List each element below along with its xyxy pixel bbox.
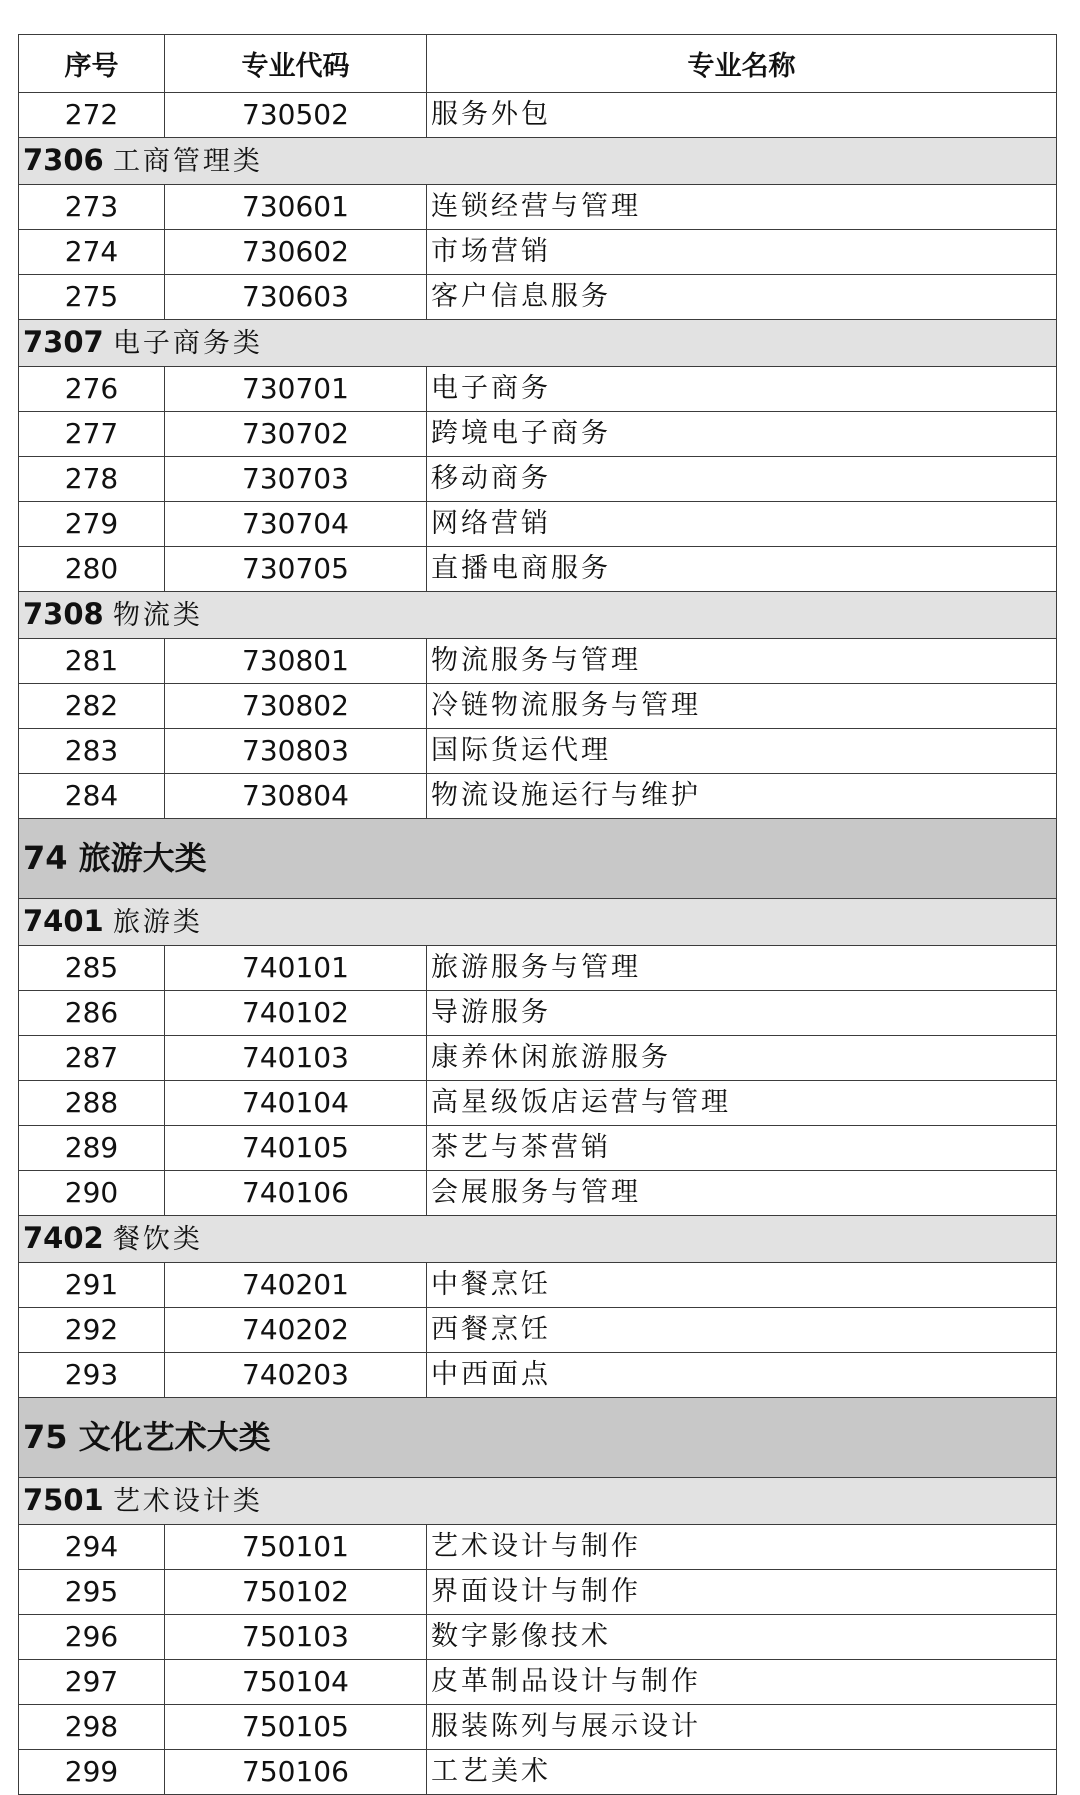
table-row	[19, 1171, 1057, 1216]
table-row	[19, 946, 1057, 991]
category-code: 7307	[23, 325, 104, 359]
major-code-cell: 740106	[165, 1171, 427, 1216]
major-name-cell: 艺术设计与制作	[427, 1525, 1057, 1570]
major-name-cell: 中餐烹饪	[427, 1263, 1057, 1308]
major-category-row	[19, 1398, 1057, 1478]
table-body	[19, 93, 1057, 1795]
header-serial-number: 序号	[19, 35, 165, 93]
table-row	[19, 1126, 1057, 1171]
major-code-cell: 740202	[165, 1308, 427, 1353]
major-name-cell: 服务外包	[427, 93, 1057, 138]
major-code-cell: 730502	[165, 93, 427, 138]
serial-number-cell: 275	[19, 275, 165, 320]
category-separator	[104, 1221, 113, 1255]
serial-number-cell: 280	[19, 547, 165, 592]
serial-number-cell: 294	[19, 1525, 165, 1570]
serial-number-cell: 295	[19, 1570, 165, 1615]
major-catalog-table	[18, 34, 1057, 1795]
major-category-cell: 74 旅游大类	[19, 819, 1057, 899]
table-row	[19, 412, 1057, 457]
major-code-cell: 730703	[165, 457, 427, 502]
serial-number-cell: 278	[19, 457, 165, 502]
table-row	[19, 639, 1057, 684]
serial-number-cell: 288	[19, 1081, 165, 1126]
table-row	[19, 1036, 1057, 1081]
table-row	[19, 93, 1057, 138]
major-code-cell: 740102	[165, 991, 427, 1036]
major-code-cell: 730803	[165, 729, 427, 774]
header-major-name: 专业名称	[427, 35, 1057, 93]
serial-number-cell: 296	[19, 1615, 165, 1660]
table-row	[19, 774, 1057, 819]
major-code-cell: 740101	[165, 946, 427, 991]
serial-number-cell: 274	[19, 230, 165, 275]
major-code-cell: 730704	[165, 502, 427, 547]
major-name-cell: 工艺美术	[427, 1750, 1057, 1795]
major-name-cell: 物流服务与管理	[427, 639, 1057, 684]
major-name-cell: 导游服务	[427, 991, 1057, 1036]
serial-number-cell: 272	[19, 93, 165, 138]
category-name: 物流类	[112, 600, 203, 631]
major-code-cell: 730705	[165, 547, 427, 592]
serial-number-cell: 298	[19, 1705, 165, 1750]
major-name-cell: 电子商务	[427, 367, 1057, 412]
table-row	[19, 729, 1057, 774]
serial-number-cell: 292	[19, 1308, 165, 1353]
serial-number-cell: 276	[19, 367, 165, 412]
serial-number-cell: 273	[19, 185, 165, 230]
table-row	[19, 275, 1057, 320]
major-code-cell: 750103	[165, 1615, 427, 1660]
major-name-cell: 市场营销	[427, 230, 1057, 275]
major-name-cell: 康养休闲旅游服务	[427, 1036, 1057, 1081]
category-cell	[19, 899, 1057, 946]
major-code-cell: 730601	[165, 185, 427, 230]
category-cell	[19, 138, 1057, 185]
table-row	[19, 1750, 1057, 1795]
category-cell	[19, 1478, 1057, 1525]
category-name: 电子商务类	[112, 328, 263, 359]
major-name-cell: 直播电商服务	[427, 547, 1057, 592]
major-code-cell: 750101	[165, 1525, 427, 1570]
major-code-cell: 740104	[165, 1081, 427, 1126]
major-name-cell: 西餐烹饪	[427, 1308, 1057, 1353]
major-name-cell: 物流设施运行与维护	[427, 774, 1057, 819]
serial-number-cell: 286	[19, 991, 165, 1036]
serial-number-cell: 277	[19, 412, 165, 457]
serial-number-cell: 285	[19, 946, 165, 991]
major-name-cell: 中西面点	[427, 1353, 1057, 1398]
category-name: 艺术设计类	[112, 1486, 263, 1517]
major-catalog-table-wrapper	[18, 34, 1056, 1795]
table-row	[19, 1263, 1057, 1308]
category-row	[19, 320, 1057, 367]
table-row	[19, 1353, 1057, 1398]
major-code-cell: 730804	[165, 774, 427, 819]
category-separator	[104, 597, 113, 631]
serial-number-cell: 284	[19, 774, 165, 819]
table-row	[19, 1615, 1057, 1660]
table-row	[19, 1705, 1057, 1750]
category-name: 旅游类	[112, 907, 203, 938]
major-category-cell: 75 文化艺术大类	[19, 1398, 1057, 1478]
major-code-cell: 750104	[165, 1660, 427, 1705]
category-cell	[19, 320, 1057, 367]
category-code: 7501	[23, 1483, 104, 1517]
table-row	[19, 991, 1057, 1036]
serial-number-cell: 282	[19, 684, 165, 729]
major-code-cell: 730602	[165, 230, 427, 275]
major-category-row	[19, 819, 1057, 899]
table-row	[19, 1660, 1057, 1705]
major-code-cell: 740203	[165, 1353, 427, 1398]
major-name-cell: 客户信息服务	[427, 275, 1057, 320]
category-name: 餐饮类	[112, 1224, 203, 1255]
major-name-cell: 连锁经营与管理	[427, 185, 1057, 230]
major-code-cell: 730702	[165, 412, 427, 457]
category-code: 7306	[23, 143, 104, 177]
table-row	[19, 547, 1057, 592]
major-name-cell: 界面设计与制作	[427, 1570, 1057, 1615]
major-name-cell: 旅游服务与管理	[427, 946, 1057, 991]
category-separator	[104, 143, 113, 177]
table-row	[19, 684, 1057, 729]
major-name-cell: 冷链物流服务与管理	[427, 684, 1057, 729]
serial-number-cell: 283	[19, 729, 165, 774]
serial-number-cell: 279	[19, 502, 165, 547]
serial-number-cell: 293	[19, 1353, 165, 1398]
category-cell	[19, 1216, 1057, 1263]
serial-number-cell: 291	[19, 1263, 165, 1308]
major-code-cell: 750102	[165, 1570, 427, 1615]
major-name-cell: 皮革制品设计与制作	[427, 1660, 1057, 1705]
major-code-cell: 750106	[165, 1750, 427, 1795]
serial-number-cell: 281	[19, 639, 165, 684]
category-row	[19, 138, 1057, 185]
category-separator	[104, 1483, 113, 1517]
category-cell	[19, 592, 1057, 639]
major-code-cell: 740105	[165, 1126, 427, 1171]
major-name-cell: 服装陈列与展示设计	[427, 1705, 1057, 1750]
serial-number-cell: 290	[19, 1171, 165, 1216]
major-name-cell: 移动商务	[427, 457, 1057, 502]
table-row	[19, 1570, 1057, 1615]
table-row	[19, 1081, 1057, 1126]
table-row	[19, 1525, 1057, 1570]
major-name-cell: 高星级饭店运营与管理	[427, 1081, 1057, 1126]
major-code-cell: 730801	[165, 639, 427, 684]
major-code-cell: 730701	[165, 367, 427, 412]
table-row	[19, 1308, 1057, 1353]
category-name: 工商管理类	[112, 146, 263, 177]
table-row	[19, 502, 1057, 547]
major-name-cell: 数字影像技术	[427, 1615, 1057, 1660]
major-code-cell: 750105	[165, 1705, 427, 1750]
major-name-cell: 国际货运代理	[427, 729, 1057, 774]
category-row	[19, 1478, 1057, 1525]
table-row	[19, 230, 1057, 275]
header-major-code: 专业代码	[165, 35, 427, 93]
category-code: 7308	[23, 597, 104, 631]
table-header-row	[19, 35, 1057, 93]
serial-number-cell: 299	[19, 1750, 165, 1795]
major-code-cell: 730603	[165, 275, 427, 320]
category-separator	[104, 325, 113, 359]
major-name-cell: 会展服务与管理	[427, 1171, 1057, 1216]
category-separator	[104, 904, 113, 938]
major-code-cell: 740103	[165, 1036, 427, 1081]
serial-number-cell: 287	[19, 1036, 165, 1081]
table-row	[19, 185, 1057, 230]
serial-number-cell: 289	[19, 1126, 165, 1171]
table-row	[19, 457, 1057, 502]
major-name-cell: 茶艺与茶营销	[427, 1126, 1057, 1171]
table-row	[19, 367, 1057, 412]
category-row	[19, 592, 1057, 639]
major-code-cell: 740201	[165, 1263, 427, 1308]
category-row	[19, 1216, 1057, 1263]
category-code: 7401	[23, 904, 104, 938]
major-code-cell: 730802	[165, 684, 427, 729]
serial-number-cell: 297	[19, 1660, 165, 1705]
category-row	[19, 899, 1057, 946]
major-name-cell: 网络营销	[427, 502, 1057, 547]
category-code: 7402	[23, 1221, 104, 1255]
major-name-cell: 跨境电子商务	[427, 412, 1057, 457]
